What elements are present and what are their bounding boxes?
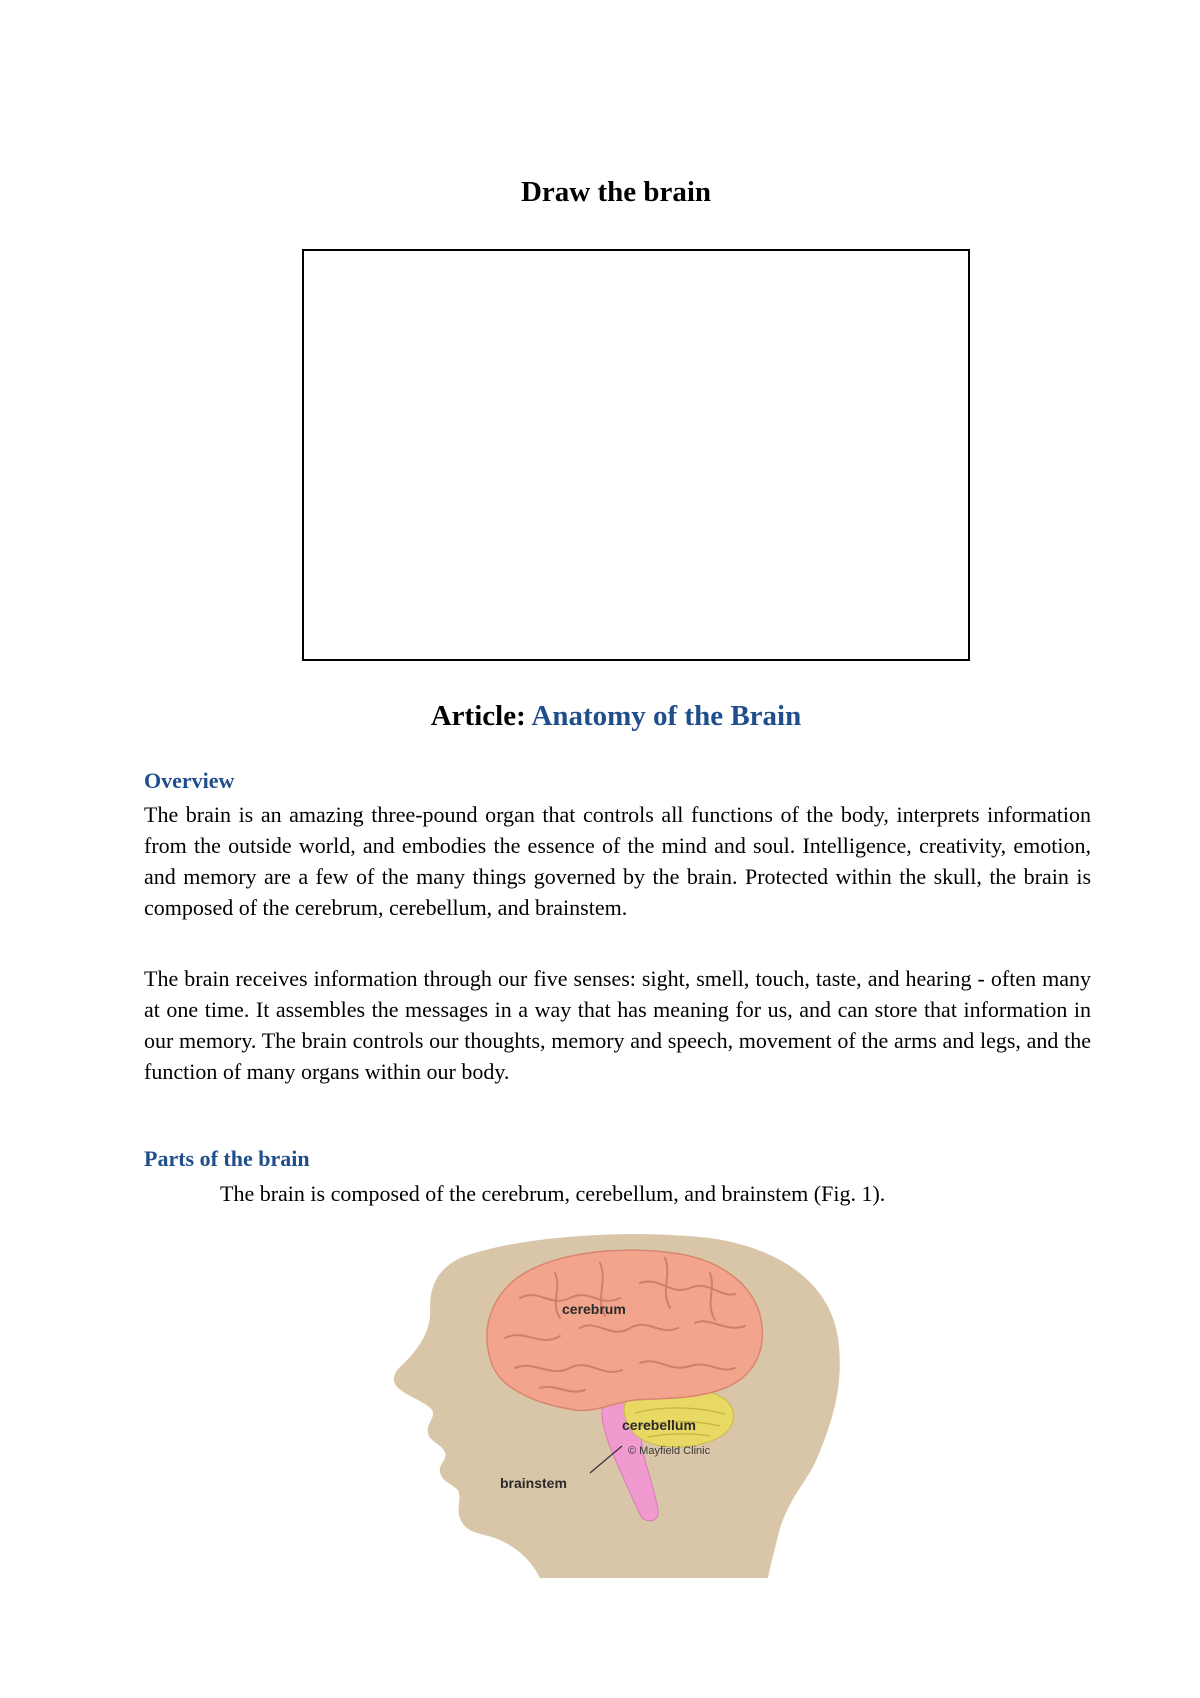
drawing-box[interactable]: [302, 249, 970, 661]
article-prefix: Article:: [430, 700, 526, 732]
figure-credit: © Mayfield Clinic: [628, 1445, 711, 1457]
article-title: Anatomy of the Brain: [531, 700, 802, 732]
overview-heading: Overview: [144, 768, 235, 793]
brain-figure: [390, 1228, 850, 1578]
overview-paragraph-1: The brain is an amazing three-pound organ that controls all functions of the body, interprets information from the outside world, and embodies the essence of the mind and soul. Intelligence, creativity, emotion, and memory are a few of the many things governed by the brain. Protected within the skull, the brain is composed of the cerebrum, cerebellum, and brainstem.: [144, 802, 1091, 920]
parts-heading: Parts of the brain: [144, 1146, 310, 1171]
parts-paragraph: The brain is composed of the cerebrum, cerebellum, and brainstem (Fig. 1).: [220, 1181, 886, 1206]
overview-paragraph-2: The brain receives information through our five senses: sight, smell, touch, taste, and hearing - often many at one time. It assembles the messages in a way that has meaning for us, and can store that information in our memory. The brain controls our thoughts, memory and speech, movement of the arms and legs, and the function of many organs within our body.: [144, 966, 1091, 1084]
cerebellum-label: cerebellum: [622, 1417, 696, 1433]
cerebrum-label: cerebrum: [562, 1301, 626, 1317]
article-heading: [0, 700, 1200, 733]
brainstem-label: brainstem: [500, 1475, 567, 1491]
worksheet-title: Draw the brain: [520, 176, 712, 208]
